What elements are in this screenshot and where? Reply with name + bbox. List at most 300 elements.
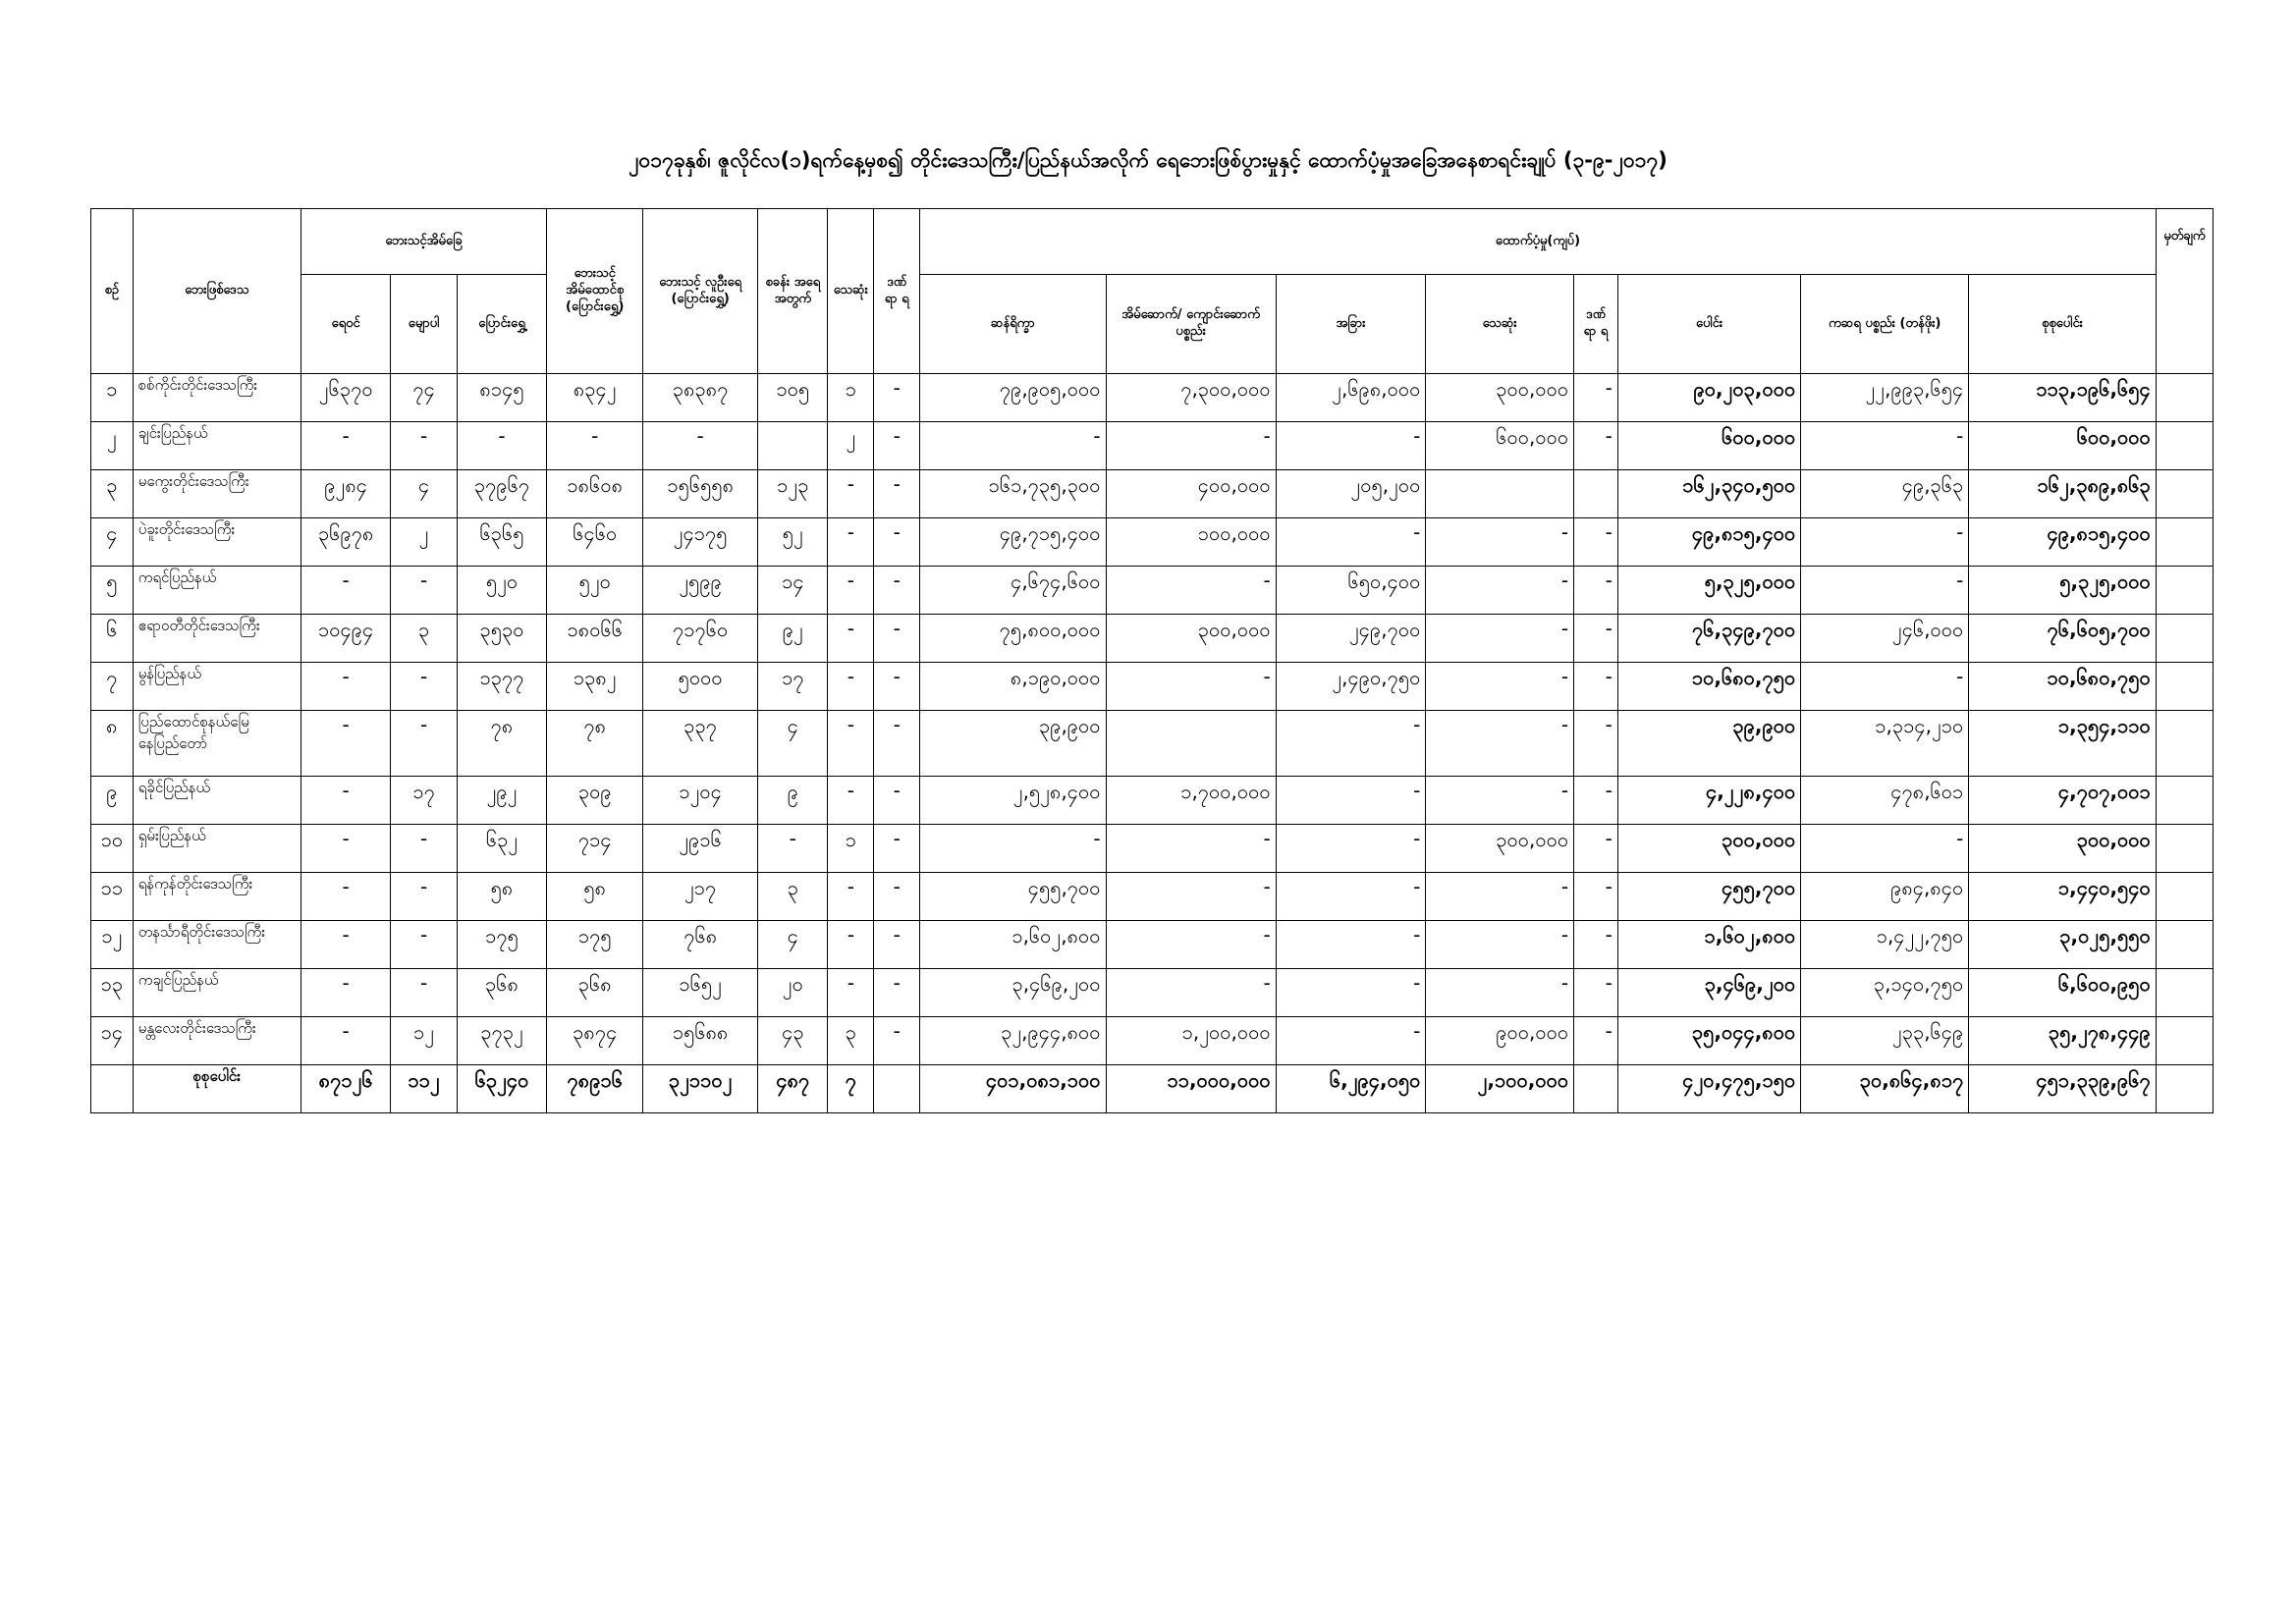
cell-persons: ၂၅၉၉ <box>643 567 758 615</box>
cell-rice: ၃,၄၆၉,၂၀၀ <box>920 969 1106 1017</box>
cell-households: ၁၈၀၆၆ <box>547 615 643 663</box>
cell-village: ၁၀၄၉၄ <box>301 615 391 663</box>
cell-region: ဧရာဝတီတိုင်းဒေသကြီး <box>133 615 301 663</box>
cell-persons: ၇၆၈ <box>643 921 758 969</box>
cell-remarks <box>2156 663 2213 711</box>
cell-remarks <box>2156 825 2213 873</box>
totals-total-relief: ၄၂၀,၄၇၅,၁၅၀ <box>1617 1065 1800 1113</box>
cell-village: - <box>301 663 391 711</box>
cell-camps: ၁၀၅ <box>758 374 828 422</box>
cell-region: ရန်ကုန်တိုင်းဒေသကြီး <box>133 873 301 921</box>
cell-death-relief: - <box>1426 567 1574 615</box>
cell-households: ၈၃၄၂ <box>547 374 643 422</box>
cell-goods: ၂၄၆,၀၀၀ <box>1801 615 1969 663</box>
cell-total-relief: ၆၀၀,၀၀၀ <box>1617 422 1800 470</box>
cell-houses: ၂ <box>391 518 457 567</box>
table-row <box>91 422 2214 470</box>
cell-households: ၃၀၉ <box>547 777 643 825</box>
cell-missing: - <box>874 663 920 711</box>
header-region: ဘေးဖြစ်ဒေသ <box>133 209 301 374</box>
cell-missing: - <box>874 1017 920 1065</box>
cell-no: ၈ <box>91 711 134 777</box>
cell-remarks <box>2156 567 2213 615</box>
cell-village: - <box>301 777 391 825</box>
header-goods: ကဆရ ပစ္စည်း (တန်ဖိုး) <box>1801 275 1969 374</box>
cell-rice: ၄၅၅,၇၀၀ <box>920 873 1106 921</box>
cell-dead: - <box>828 518 874 567</box>
relief-summary-table <box>90 208 2214 1113</box>
cell-rice: ၁၆၁,၇၃၅,၃၀၀ <box>920 470 1106 518</box>
cell-other: - <box>1276 518 1426 567</box>
cell-people: ၁၇၅ <box>457 921 547 969</box>
cell-injury-relief: - <box>1574 374 1618 422</box>
cell-households: ၅၈ <box>547 873 643 921</box>
cell-dead: - <box>828 663 874 711</box>
cell-persons: ၅၀၀၀ <box>643 663 758 711</box>
cell-death-relief: - <box>1426 518 1574 567</box>
cell-grand-total: ၅,၃၂၅,၀၀၀ <box>1969 567 2157 615</box>
cell-village: - <box>301 422 391 470</box>
cell-persons: - <box>643 422 758 470</box>
header-rice: ဆန်ရိက္ခာ <box>920 275 1106 374</box>
cell-remarks <box>2156 969 2213 1017</box>
cell-death-relief: - <box>1426 663 1574 711</box>
header-other: အခြား <box>1276 275 1426 374</box>
cell-total-relief: ၉၀,၂၀၃,၀၀၀ <box>1617 374 1800 422</box>
header-row-2 <box>91 275 2214 374</box>
cell-missing: - <box>874 921 920 969</box>
cell-region: ပြည်ထောင်စုနယ်မြေ နေပြည်တော် <box>133 711 301 777</box>
cell-houses: - <box>391 422 457 470</box>
header-row-1 <box>91 209 2214 275</box>
cell-missing: - <box>874 711 920 777</box>
cell-injury-relief: - <box>1574 518 1618 567</box>
cell-region: တနင်္သာရီတိုင်းဒေသကြီး <box>133 921 301 969</box>
cell-rice: ၄၉,၇၁၅,၄၀၀ <box>920 518 1106 567</box>
cell-total-relief: ၄၉,၈၁၅,၄၀၀ <box>1617 518 1800 567</box>
cell-people: ၇၈ <box>457 711 547 777</box>
cell-injury-relief: - <box>1574 615 1618 663</box>
header-houses: မျောပါ <box>391 275 457 374</box>
cell-death-relief <box>1426 470 1574 518</box>
cell-shelter: - <box>1106 825 1276 873</box>
cell-dead: ၁ <box>828 374 874 422</box>
cell-camps: - <box>758 825 828 873</box>
cell-grand-total: ၁,၄၄၀,၅၄၀ <box>1969 873 2157 921</box>
cell-people: ၆၃၂ <box>457 825 547 873</box>
cell-other: - <box>1276 921 1426 969</box>
cell-missing: - <box>874 422 920 470</box>
cell-village: - <box>301 825 391 873</box>
cell-no: ၁၂ <box>91 921 134 969</box>
table-row <box>91 374 2214 422</box>
cell-rice: ၃၉,၉၀၀ <box>920 711 1106 777</box>
cell-missing: - <box>874 567 920 615</box>
cell-rice: ၇၉,၉၀၅,၀၀၀ <box>920 374 1106 422</box>
header-persons: ဘေးသင့် လူဦးရေ (ပြောင်းရွှေ့) <box>643 209 758 374</box>
totals-grand-total: ၄၅၁,၃၃၉,၉၆၇ <box>1969 1065 2157 1113</box>
cell-death-relief: - <box>1426 615 1574 663</box>
cell-grand-total: ၆,၆၀၀,၉၅၀ <box>1969 969 2157 1017</box>
totals-other: ၆,၂၉၄,၀၅၀ <box>1276 1065 1426 1113</box>
table-row <box>91 1017 2214 1065</box>
cell-camps: ၂၀ <box>758 969 828 1017</box>
header-injury-relief: ဒဏ် ရာ ရ <box>1574 275 1618 374</box>
cell-dead: ၃ <box>828 1017 874 1065</box>
cell-other: ၂,၆၉၈,၀၀၀ <box>1276 374 1426 422</box>
cell-other: ၂,၄၉၀,၇၅၀ <box>1276 663 1426 711</box>
cell-missing: - <box>874 615 920 663</box>
cell-remarks <box>2156 1017 2213 1065</box>
cell-village: - <box>301 711 391 777</box>
cell-houses: - <box>391 969 457 1017</box>
table-row <box>91 567 2214 615</box>
table-row <box>91 969 2214 1017</box>
cell-remarks <box>2156 518 2213 567</box>
cell-no: ၁ <box>91 374 134 422</box>
cell-dead: ၂ <box>828 422 874 470</box>
cell-houses: ၁၂ <box>391 1017 457 1065</box>
cell-rice: ၈,၁၉၀,၀၀၀ <box>920 663 1106 711</box>
cell-remarks <box>2156 470 2213 518</box>
cell-remarks <box>2156 777 2213 825</box>
cell-no: ၆ <box>91 615 134 663</box>
totals-village: ၈၇၁၂၆ <box>301 1065 391 1113</box>
cell-injury-relief: - <box>1574 825 1618 873</box>
cell-households: ၆၄၆၀ <box>547 518 643 567</box>
cell-death-relief: ၃၀၀,၀၀၀ <box>1426 374 1574 422</box>
cell-grand-total: ၁၁၃,၁၉၆,၆၅၄ <box>1969 374 2157 422</box>
cell-shelter: ၇,၃၀၀,၀၀၀ <box>1106 374 1276 422</box>
cell-goods: ၂၂,၉၉၃,၆၅၄ <box>1801 374 1969 422</box>
cell-goods: ၄၉,၃၆၃ <box>1801 470 1969 518</box>
cell-total-relief: ၁၆၂,၃၄၀,၅၀၀ <box>1617 470 1800 518</box>
cell-persons: ၃၃၇ <box>643 711 758 777</box>
cell-shelter: - <box>1106 422 1276 470</box>
cell-other: ၂၀၅,၂၀၀ <box>1276 470 1426 518</box>
cell-missing: - <box>874 518 920 567</box>
table-row <box>91 921 2214 969</box>
table-row <box>91 470 2214 518</box>
cell-dead: - <box>828 711 874 777</box>
cell-grand-total: ၄,၇၀၇,၀၀၁ <box>1969 777 2157 825</box>
cell-shelter: ၁,၇၀၀,၀၀၀ <box>1106 777 1276 825</box>
cell-shelter: ၁,၂၀၀,၀၀၀ <box>1106 1017 1276 1065</box>
table-row <box>91 518 2214 567</box>
cell-village: ၃၆၉၇၈ <box>301 518 391 567</box>
totals-row <box>91 1065 2214 1113</box>
cell-grand-total: ၃၀၀,၀၀၀ <box>1969 825 2157 873</box>
cell-grand-total: ၃၅,၂၇၈,၄၄၉ <box>1969 1017 2157 1065</box>
cell-households: ၅၂၀ <box>547 567 643 615</box>
cell-death-relief: ၃၀၀,၀၀၀ <box>1426 825 1574 873</box>
cell-shelter: ၄၀၀,၀၀၀ <box>1106 470 1276 518</box>
totals-death-relief: ၂,၁၀၀,၀၀၀ <box>1426 1065 1574 1113</box>
cell-houses: - <box>391 825 457 873</box>
cell-total-relief: ၃၉,၉၀၀ <box>1617 711 1800 777</box>
cell-injury-relief: - <box>1574 969 1618 1017</box>
cell-dead: - <box>828 470 874 518</box>
cell-total-relief: ၄၅၅,၇၀၀ <box>1617 873 1800 921</box>
cell-dead: - <box>828 921 874 969</box>
cell-other: - <box>1276 777 1426 825</box>
table-row <box>91 825 2214 873</box>
cell-dead: - <box>828 873 874 921</box>
cell-houses: - <box>391 921 457 969</box>
totals-injury-relief <box>1574 1065 1618 1113</box>
totals-rice: ၄၀၁,၀၈၁,၁၀၀ <box>920 1065 1106 1113</box>
totals-remarks <box>2156 1065 2213 1113</box>
cell-persons: ၁၅၆၈၈ <box>643 1017 758 1065</box>
cell-region: ပဲခူးတိုင်းဒေသကြီး <box>133 518 301 567</box>
cell-houses: ၄ <box>391 470 457 518</box>
cell-rice: ၇၅,၈၀၀,၀၀၀ <box>920 615 1106 663</box>
cell-camps: ၄၃ <box>758 1017 828 1065</box>
cell-remarks <box>2156 711 2213 777</box>
cell-dead: - <box>828 969 874 1017</box>
cell-missing: - <box>874 825 920 873</box>
cell-camps <box>758 422 828 470</box>
totals-houses: ၁၁၂ <box>391 1065 457 1113</box>
cell-persons: ၁၆၅၂ <box>643 969 758 1017</box>
totals-goods: ၃၀,၈၆၄,၈၁၇ <box>1801 1065 1969 1113</box>
cell-houses: ၇၄ <box>391 374 457 422</box>
cell-dead: ၁ <box>828 825 874 873</box>
cell-houses: ၁၇ <box>391 777 457 825</box>
cell-goods: - <box>1801 567 1969 615</box>
cell-rice: - <box>920 422 1106 470</box>
table-row <box>91 615 2214 663</box>
totals-persons: ၃၂၁၁၀၂ <box>643 1065 758 1113</box>
cell-rice: ၁,၆၀၂,၈၀၀ <box>920 921 1106 969</box>
header-shelter: အိမ်ဆောက်/ ကျောင်းဆောက် ပစ္စည်း <box>1106 275 1276 374</box>
cell-goods: - <box>1801 663 1969 711</box>
table-row <box>91 711 2214 777</box>
cell-dead: - <box>828 615 874 663</box>
cell-goods: ၄၇၈,၆၀၁ <box>1801 777 1969 825</box>
cell-injury-relief: - <box>1574 1017 1618 1065</box>
cell-missing: - <box>874 777 920 825</box>
cell-other: - <box>1276 422 1426 470</box>
cell-no: ၁၀ <box>91 825 134 873</box>
totals-no-cell <box>91 1065 134 1113</box>
cell-total-relief: ၁,၆၀၂,၈၀၀ <box>1617 921 1800 969</box>
cell-other: - <box>1276 825 1426 873</box>
cell-total-relief: ၃,၄၆၉,၂၀၀ <box>1617 969 1800 1017</box>
cell-persons: ၃၈၃၈၇ <box>643 374 758 422</box>
cell-region: ရှမ်းပြည်နယ် <box>133 825 301 873</box>
cell-village: - <box>301 921 391 969</box>
cell-households: ၁၈၆၀၈ <box>547 470 643 518</box>
table-body <box>91 374 2214 1065</box>
cell-goods: ၁,၃၁၄,၂၁၀ <box>1801 711 1969 777</box>
header-remarks: မှတ်ချက် <box>2156 209 2213 374</box>
cell-missing: - <box>874 873 920 921</box>
header-dead: သေဆုံး <box>828 209 874 374</box>
table-row <box>91 663 2214 711</box>
cell-grand-total: ၁၆၂,၃၈၉,၈၆၃ <box>1969 470 2157 518</box>
cell-people: ၅၂၀ <box>457 567 547 615</box>
cell-rice: ၂,၅၂၈,၄၀၀ <box>920 777 1106 825</box>
cell-remarks <box>2156 422 2213 470</box>
cell-death-relief: - <box>1426 921 1574 969</box>
cell-shelter: ၃၀၀,၀၀၀ <box>1106 615 1276 663</box>
cell-no: ၁၁ <box>91 873 134 921</box>
cell-village: - <box>301 567 391 615</box>
cell-injury-relief: - <box>1574 777 1618 825</box>
cell-goods: ၉၈၄,၈၄၀ <box>1801 873 1969 921</box>
header-village: ရေဝင် <box>301 275 391 374</box>
totals-label: စုစုပေါင်း <box>133 1065 301 1113</box>
cell-houses: - <box>391 873 457 921</box>
cell-people: ၁၃၇၇ <box>457 663 547 711</box>
cell-missing: - <box>874 969 920 1017</box>
cell-total-relief: ၇၆,၃၄၉,၇၀၀ <box>1617 615 1800 663</box>
totals-shelter: ၁၁,၀၀၀,၀၀၀ <box>1106 1065 1276 1113</box>
cell-other: ၆၅၀,၄၀၀ <box>1276 567 1426 615</box>
header-affected-group: ဘေးသင့်အိမ်ခြေ <box>301 209 547 275</box>
cell-region: ကချင်ပြည်နယ် <box>133 969 301 1017</box>
cell-camps: ၉၂ <box>758 615 828 663</box>
cell-total-relief: ၃၅,၀၄၄,၈၀၀ <box>1617 1017 1800 1065</box>
cell-no: ၃ <box>91 470 134 518</box>
cell-total-relief: ၁၀,၆၈၀,၇၅၀ <box>1617 663 1800 711</box>
cell-dead: - <box>828 567 874 615</box>
cell-total-relief: ၃၀၀,၀၀၀ <box>1617 825 1800 873</box>
cell-camps: ၁၂၃ <box>758 470 828 518</box>
cell-dead: - <box>828 777 874 825</box>
header-death-relief: သေဆုံး <box>1426 275 1574 374</box>
cell-village: - <box>301 873 391 921</box>
cell-shelter: - <box>1106 921 1276 969</box>
cell-households: ၁၃၈၂ <box>547 663 643 711</box>
cell-households: ၁၇၅ <box>547 921 643 969</box>
cell-shelter: - <box>1106 567 1276 615</box>
cell-missing: - <box>874 470 920 518</box>
cell-camps: ၁၄ <box>758 567 828 615</box>
cell-region: ရခိုင်ပြည်နယ် <box>133 777 301 825</box>
cell-death-relief: - <box>1426 873 1574 921</box>
cell-missing: - <box>874 374 920 422</box>
cell-grand-total: ၃,၀၂၅,၅၅၀ <box>1969 921 2157 969</box>
cell-death-relief: ၆၀၀,၀၀၀ <box>1426 422 1574 470</box>
cell-people: - <box>457 422 547 470</box>
cell-camps: ၉ <box>758 777 828 825</box>
cell-village: - <box>301 1017 391 1065</box>
cell-injury-relief: - <box>1574 567 1618 615</box>
cell-shelter: ၁၀၀,၀၀၀ <box>1106 518 1276 567</box>
cell-households: ၃၈၇၄ <box>547 1017 643 1065</box>
cell-death-relief: - <box>1426 711 1574 777</box>
cell-grand-total: ၆၀၀,၀၀၀ <box>1969 422 2157 470</box>
cell-households: - <box>547 422 643 470</box>
totals-people: ၆၃၂၄၀ <box>457 1065 547 1113</box>
cell-households: ၃၆၈ <box>547 969 643 1017</box>
cell-remarks <box>2156 374 2213 422</box>
cell-rice: ၄,၆၇၄,၆၀၀ <box>920 567 1106 615</box>
cell-other: - <box>1276 711 1426 777</box>
cell-no: ၉ <box>91 777 134 825</box>
cell-houses: - <box>391 663 457 711</box>
cell-injury-relief: - <box>1574 663 1618 711</box>
cell-people: ၂၉၂ <box>457 777 547 825</box>
cell-other: ၂၄၉,၇၀၀ <box>1276 615 1426 663</box>
cell-region: ကရင်ပြည်နယ် <box>133 567 301 615</box>
cell-no: ၅ <box>91 567 134 615</box>
header-camps: စခန်း အရေ အတွက် <box>758 209 828 374</box>
report-title: ၂၀၁၇ခုနှစ်၊ ဇူလိုင်လ(၁)ရက်နေ့မှစ၍ တိုင်းဒေသကြီး/ပြည်နယ်အလိုက် ရေဘေးဖြစ်ပွားမှုနှင့် ထောက်ပံ့မှုအခြေအနေစာရင်းချုပ် (၃-၉-၂၀၁၇) <box>629 148 1667 172</box>
cell-goods: ၁,၄၂၂,၇၅၀ <box>1801 921 1969 969</box>
cell-region: ချင်းပြည်နယ် <box>133 422 301 470</box>
cell-persons: ၂၉၁၆ <box>643 825 758 873</box>
cell-total-relief: ၄,၂၂၈,၄၀၀ <box>1617 777 1800 825</box>
cell-no: ၁၄ <box>91 1017 134 1065</box>
cell-grand-total: ၄၉,၈၁၅,၄၀၀ <box>1969 518 2157 567</box>
cell-injury-relief <box>1574 470 1618 518</box>
header-grand-total: စုစုပေါင်း <box>1969 275 2157 374</box>
cell-people: ၃၆၈ <box>457 969 547 1017</box>
cell-persons: ၇၁၇၆၀ <box>643 615 758 663</box>
cell-region: မန္တလေးတိုင်းဒေသကြီး <box>133 1017 301 1065</box>
cell-grand-total: ၁,၃၅၄,၁၁၀ <box>1969 711 2157 777</box>
cell-total-relief: ၅,၃၂၅,၀၀၀ <box>1617 567 1800 615</box>
header-injured: ဒဏ် ရာ ရ <box>874 209 920 374</box>
cell-people: ၃၇၉၆၇ <box>457 470 547 518</box>
header-people: ပြောင်းရွှေ့ <box>457 275 547 374</box>
cell-no: ၂ <box>91 422 134 470</box>
cell-goods: ၂၃၃,၆၄၉ <box>1801 1017 1969 1065</box>
cell-people: ၆၃၆၅ <box>457 518 547 567</box>
cell-injury-relief: - <box>1574 873 1618 921</box>
cell-persons: ၁၅၆၅၅၈ <box>643 470 758 518</box>
cell-goods: - <box>1801 422 1969 470</box>
cell-region: မွန်ပြည်နယ် <box>133 663 301 711</box>
table-row <box>91 777 2214 825</box>
cell-village: ၂၆၃၇၀ <box>301 374 391 422</box>
cell-persons: ၁၂၀၄ <box>643 777 758 825</box>
cell-other: - <box>1276 873 1426 921</box>
cell-death-relief: ၉၀၀,၀၀၀ <box>1426 1017 1574 1065</box>
cell-remarks <box>2156 873 2213 921</box>
cell-other: - <box>1276 1017 1426 1065</box>
cell-other: - <box>1276 969 1426 1017</box>
cell-households: ၇၈ <box>547 711 643 777</box>
cell-injury-relief: - <box>1574 921 1618 969</box>
cell-no: ၁၃ <box>91 969 134 1017</box>
cell-people: ၃၇၃၂ <box>457 1017 547 1065</box>
cell-rice: ၃၂,၉၄၄,၈၀၀ <box>920 1017 1106 1065</box>
cell-region: စစ်ကိုင်းတိုင်းဒေသကြီး <box>133 374 301 422</box>
cell-injury-relief: - <box>1574 711 1618 777</box>
cell-camps: ၁၇ <box>758 663 828 711</box>
cell-camps: ၅၂ <box>758 518 828 567</box>
cell-people: ၅၈ <box>457 873 547 921</box>
cell-village: - <box>301 969 391 1017</box>
cell-village: ၉၂၈၄ <box>301 470 391 518</box>
cell-persons: ၂၄၁၇၅ <box>643 518 758 567</box>
header-no: စဉ် <box>91 209 134 374</box>
cell-shelter: - <box>1106 663 1276 711</box>
cell-households: ၇၁၄ <box>547 825 643 873</box>
cell-goods: ၃,၁၄၀,၇၅၀ <box>1801 969 1969 1017</box>
totals-injured <box>874 1065 920 1113</box>
cell-death-relief: - <box>1426 777 1574 825</box>
header-relief-group: ထောက်ပံ့မှု(ကျပ်) <box>920 209 2157 275</box>
cell-goods: - <box>1801 825 1969 873</box>
cell-injury-relief: - <box>1574 422 1618 470</box>
cell-death-relief: - <box>1426 969 1574 1017</box>
cell-grand-total: ၇၆,၆၀၅,၇၀၀ <box>1969 615 2157 663</box>
